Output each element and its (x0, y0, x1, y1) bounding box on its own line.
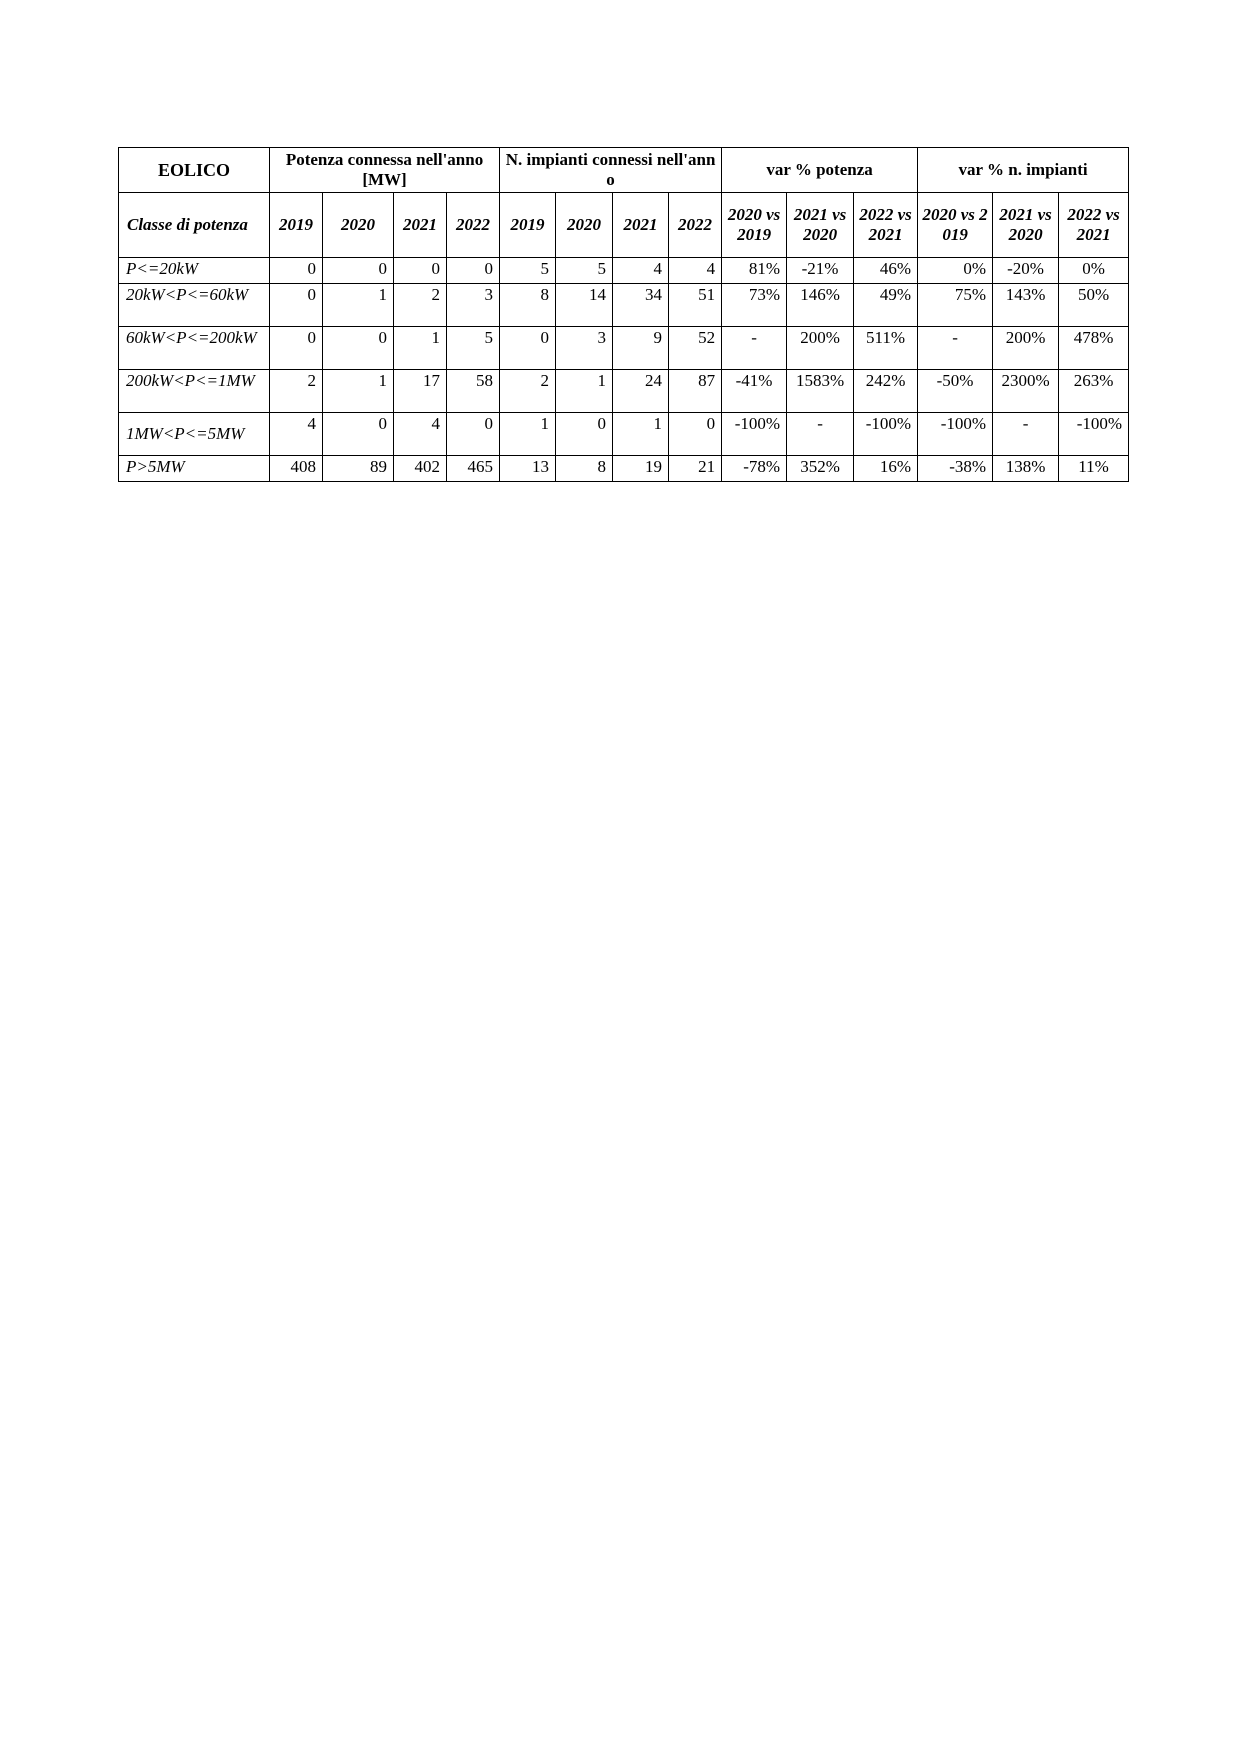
var-pot-cell: 81% (722, 258, 787, 284)
pot-cell: 408 (270, 456, 323, 482)
classe-cell: 60kW<P<=200kW (119, 327, 270, 370)
var-imp-cell: - (993, 413, 1059, 456)
imp-cell: 5 (500, 258, 556, 284)
var-pot-cell: 146% (787, 284, 854, 327)
header-row-groups (119, 148, 1129, 193)
pot-cell: 1 (394, 327, 447, 370)
header-var-imp-period: 2022 vs 2021 (1059, 193, 1129, 258)
imp-cell: 13 (500, 456, 556, 482)
pot-cell: 0 (270, 284, 323, 327)
var-pot-cell: -100% (722, 413, 787, 456)
imp-cell: 24 (613, 370, 669, 413)
header-imp-year: 2021 (613, 193, 669, 258)
header-var-impianti: var % n. impianti (918, 148, 1129, 193)
classe-cell: 1MW<P<=5MW (119, 413, 270, 456)
var-pot-cell: -41% (722, 370, 787, 413)
header-var-imp-period: 2020 vs 2019 (918, 193, 993, 258)
imp-cell: 8 (500, 284, 556, 327)
pot-cell: 1 (323, 284, 394, 327)
imp-cell: 9 (613, 327, 669, 370)
header-var-imp-period: 2021 vs 2020 (993, 193, 1059, 258)
pot-cell: 2 (394, 284, 447, 327)
header-var-pot-period: 2021 vs 2020 (787, 193, 854, 258)
header-imp-year: 2022 (669, 193, 722, 258)
imp-cell: 1 (556, 370, 613, 413)
header-impianti: N. impianti connessi nell'anno (500, 148, 722, 193)
var-imp-cell: 75% (918, 284, 993, 327)
imp-cell: 1 (500, 413, 556, 456)
var-imp-cell: -20% (993, 258, 1059, 284)
pot-cell: 402 (394, 456, 447, 482)
var-imp-cell: 263% (1059, 370, 1129, 413)
header-imp-year: 2019 (500, 193, 556, 258)
imp-cell: 5 (556, 258, 613, 284)
pot-cell: 0 (270, 327, 323, 370)
classe-cell: P<=20kW (119, 258, 270, 284)
imp-cell: 8 (556, 456, 613, 482)
var-pot-cell: 16% (854, 456, 918, 482)
imp-cell: 3 (556, 327, 613, 370)
classe-cell: P>5MW (119, 456, 270, 482)
var-pot-cell: -78% (722, 456, 787, 482)
table-row (119, 284, 1129, 327)
header-var-potenza: var % potenza (722, 148, 918, 193)
pot-cell: 0 (323, 258, 394, 284)
imp-cell: 4 (613, 258, 669, 284)
var-pot-cell: 46% (854, 258, 918, 284)
pot-cell: 58 (447, 370, 500, 413)
header-var-pot-period: 2020 vs 2019 (722, 193, 787, 258)
header-var-pot-period: 2022 vs 2021 (854, 193, 918, 258)
table-row (119, 327, 1129, 370)
var-pot-cell: - (787, 413, 854, 456)
table-row (119, 456, 1129, 482)
pot-cell: 0 (447, 413, 500, 456)
imp-cell: 0 (669, 413, 722, 456)
header-row-years (119, 193, 1129, 258)
pot-cell: 0 (270, 258, 323, 284)
var-pot-cell: 1583% (787, 370, 854, 413)
imp-cell: 14 (556, 284, 613, 327)
var-imp-cell: -50% (918, 370, 993, 413)
imp-cell: 4 (669, 258, 722, 284)
pot-cell: 0 (323, 327, 394, 370)
classe-cell: 200kW<P<=1MW (119, 370, 270, 413)
pot-cell: 3 (447, 284, 500, 327)
var-pot-cell: 49% (854, 284, 918, 327)
var-imp-cell: - (918, 327, 993, 370)
pot-cell: 0 (447, 258, 500, 284)
var-pot-cell: -100% (854, 413, 918, 456)
var-imp-cell: 200% (993, 327, 1059, 370)
imp-cell: 2 (500, 370, 556, 413)
imp-cell: 0 (500, 327, 556, 370)
imp-cell: 51 (669, 284, 722, 327)
var-imp-cell: -38% (918, 456, 993, 482)
pot-cell: 17 (394, 370, 447, 413)
imp-cell: 87 (669, 370, 722, 413)
imp-cell: 1 (613, 413, 669, 456)
table-row (119, 258, 1129, 284)
header-potenza: Potenza connessa nell'anno [MW] (270, 148, 500, 193)
pot-cell: 0 (394, 258, 447, 284)
eolico-table (118, 147, 1129, 482)
var-pot-cell: 511% (854, 327, 918, 370)
var-pot-cell: -21% (787, 258, 854, 284)
imp-cell: 21 (669, 456, 722, 482)
pot-cell: 4 (270, 413, 323, 456)
var-imp-cell: 0% (1059, 258, 1129, 284)
imp-cell: 0 (556, 413, 613, 456)
imp-cell: 52 (669, 327, 722, 370)
table-row (119, 370, 1129, 413)
var-pot-cell: 73% (722, 284, 787, 327)
header-pot-year: 2021 (394, 193, 447, 258)
pot-cell: 5 (447, 327, 500, 370)
pot-cell: 2 (270, 370, 323, 413)
header-pot-year: 2022 (447, 193, 500, 258)
table-row (119, 413, 1129, 456)
header-pot-year: 2020 (323, 193, 394, 258)
header-imp-year: 2020 (556, 193, 613, 258)
var-imp-cell: 143% (993, 284, 1059, 327)
header-eolico: EOLICO (119, 148, 270, 193)
pot-cell: 4 (394, 413, 447, 456)
classe-cell: 20kW<P<=60kW (119, 284, 270, 327)
imp-cell: 34 (613, 284, 669, 327)
var-imp-cell: 138% (993, 456, 1059, 482)
header-classe: Classe di potenza (119, 193, 270, 258)
var-imp-cell: 11% (1059, 456, 1129, 482)
var-imp-cell: 0% (918, 258, 993, 284)
var-pot-cell: 200% (787, 327, 854, 370)
var-pot-cell: 352% (787, 456, 854, 482)
pot-cell: 465 (447, 456, 500, 482)
var-imp-cell: 478% (1059, 327, 1129, 370)
var-pot-cell: - (722, 327, 787, 370)
var-pot-cell: 242% (854, 370, 918, 413)
pot-cell: 0 (323, 413, 394, 456)
imp-cell: 19 (613, 456, 669, 482)
var-imp-cell: -100% (918, 413, 993, 456)
var-imp-cell: 50% (1059, 284, 1129, 327)
var-imp-cell: -100% (1059, 413, 1129, 456)
header-pot-year: 2019 (270, 193, 323, 258)
pot-cell: 89 (323, 456, 394, 482)
var-imp-cell: 2300% (993, 370, 1059, 413)
pot-cell: 1 (323, 370, 394, 413)
